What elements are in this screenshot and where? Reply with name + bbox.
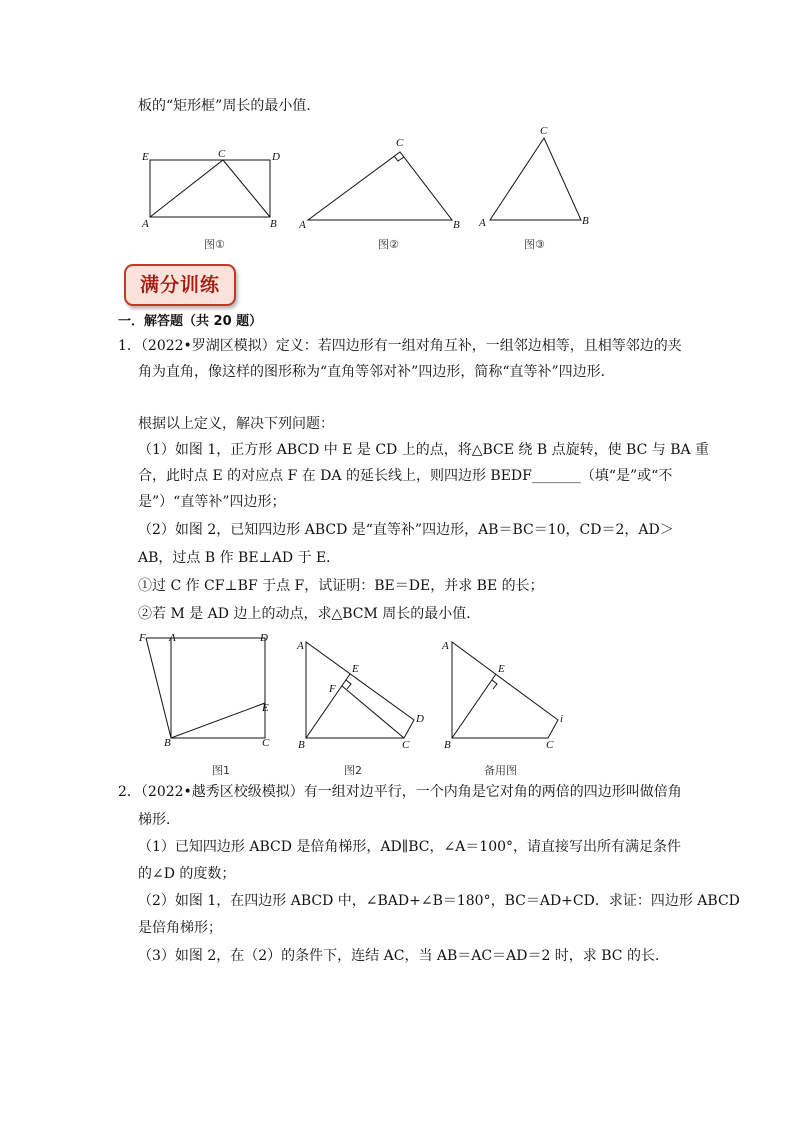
label-i: i [560, 713, 564, 725]
label-a: A [142, 218, 149, 230]
label-e: E [498, 663, 505, 675]
q2-line-3: （1）已知四边形 ABCD 是倍角梯形，AD∥BC，∠A＝100°，请直接写出所有满足条件 [138, 839, 682, 855]
q2-line-4: 的∠D 的度数； [138, 866, 236, 882]
label-f: F [139, 632, 146, 644]
q2-line-6: 是倍角梯形； [138, 920, 222, 936]
segment-be [452, 674, 496, 738]
triangle-acb-3 [490, 138, 581, 220]
label-a: A [479, 217, 486, 229]
square-abcd [171, 638, 265, 738]
label-a: A [442, 640, 449, 652]
q2-line-5: （2）如图 1，在四边形 ABCD 中，∠BAD+∠B＝180°，BC＝AD+CD．求证：四边形 ABCD [138, 893, 740, 909]
label-b: B [444, 739, 451, 751]
q1-line-9: ①过 C 作 CF⊥BF 于点 F，试证明：BE＝DE，并求 BE 的长； [138, 578, 544, 594]
segment-be [306, 674, 350, 738]
right-angle-mark [394, 156, 404, 161]
label-e: E [352, 663, 359, 675]
label-d: D [416, 713, 424, 725]
label-b: B [164, 737, 171, 749]
label-c: C [218, 148, 226, 160]
label-b: B [270, 218, 277, 230]
label-b: B [582, 215, 589, 227]
caption-fig-3: 图③ [524, 238, 545, 251]
label-c: C [262, 737, 270, 749]
caption-fig-1: 图① [204, 238, 225, 251]
q1-caption-fig-backup: 备用图 [484, 764, 517, 777]
q1-line-5: 合，此时点 E 的对应点 F 在 DA 的延长线上，则四边形 BEDF_______（填“是”或“不 [138, 468, 673, 484]
caption-fig-2: 图② [378, 238, 399, 251]
label-a: A [299, 219, 306, 231]
quad-abcd [306, 642, 414, 738]
q1-figure-2 [294, 636, 434, 756]
q2-line-1: 2．（2022•越秀区校级模拟）有一组对边平行，一个内角是它对角的两倍的四边形叫做倍角 [118, 784, 682, 800]
label-b: B [298, 739, 305, 751]
right-angle-mark-e [492, 680, 497, 689]
triangle-acb-2 [308, 152, 452, 220]
label-c: C [396, 137, 404, 149]
label-d: D [272, 151, 280, 163]
q1-line-3: 根据以上定义，解决下列问题： [138, 416, 334, 432]
full-marks-training-badge: 满分训练 [124, 264, 236, 306]
q1-line-10: ②若 M 是 AD 边上的动点，求△BCM 周长的最小值． [138, 606, 481, 622]
label-c: C [540, 125, 548, 137]
q1-line-1: 1．（2022•罗湖区模拟）定义：若四边形有一组对角互补，一组邻边相等，且相等邻边的夹 [118, 338, 682, 354]
q1-line-2: 角为直角，像这样的图形称为“直角等邻对补”四边形，简称“直等补”四边形． [138, 364, 615, 380]
q1-figure-1-square [136, 628, 286, 756]
q2-line-7: （3）如图 2，在（2）的条件下，连结 AC，当 AB＝AC＝AD＝2 时，求 BC 的长． [138, 948, 669, 964]
label-d: D [260, 632, 268, 644]
q1-line-6: 是”）“直等补”四边形； [138, 494, 286, 510]
segment-fc [342, 686, 404, 738]
figure-acute-triangle [476, 124, 606, 236]
right-angle-mark-e [346, 680, 351, 689]
label-f: F [329, 683, 336, 695]
label-b: B [453, 219, 460, 231]
label-c: C [546, 739, 554, 751]
label-e: E [262, 702, 269, 714]
q1-line-7: （2）如图 2，已知四边形 ABCD 是“直等补”四边形，AB＝BC＝10，CD＝2，AD＞ [138, 522, 674, 538]
q1-caption-fig-1: 图1 [212, 764, 230, 777]
q1-figure-backup [438, 636, 578, 756]
top-text: 板的“矩形框”周长的最小值． [138, 98, 321, 114]
q1-line-8: AB，过点 B 作 BE⊥AD 于 E． [138, 550, 341, 566]
q1-line-4: （1）如图 1，正方形 ABCD 中 E 是 CD 上的点，将△BCE 绕 B 点旋转，使 BC 与 BA 重 [138, 442, 710, 458]
label-c: C [402, 739, 410, 751]
segments-fb-be [146, 638, 265, 738]
figure-rectangle-frame [138, 146, 298, 236]
triangle-acb [150, 160, 270, 217]
section-heading: 一．解答题（共 20 题） [118, 314, 263, 329]
q1-caption-fig-2: 图2 [344, 764, 362, 777]
rect-edcb [150, 160, 270, 217]
label-e: E [142, 151, 149, 163]
quad-abci [452, 642, 558, 738]
q2-line-2: 梯形． [138, 812, 180, 828]
figure-right-triangle [296, 124, 466, 236]
label-a: A [297, 640, 304, 652]
label-a: A [169, 632, 176, 644]
